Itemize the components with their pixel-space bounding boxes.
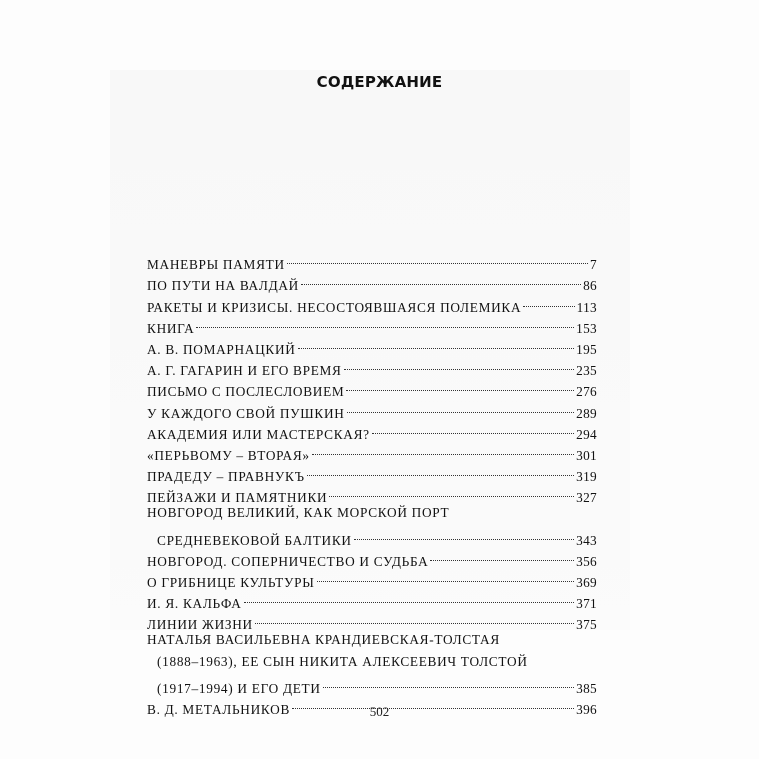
dot-leader bbox=[430, 545, 574, 566]
toc-entry-page: 301 bbox=[576, 447, 597, 463]
toc-entry-title-line: (1917–1994) И ЕГО ДЕТИ bbox=[157, 680, 321, 696]
dot-leader bbox=[372, 418, 574, 439]
toc-entry-page: 385 bbox=[576, 680, 597, 696]
toc-entry-page: 396 bbox=[576, 702, 597, 718]
dot-leader bbox=[346, 375, 574, 396]
toc-entry-page: 294 bbox=[576, 426, 597, 442]
page-title: СОДЕРЖАНИЕ bbox=[316, 73, 443, 91]
dot-leader bbox=[317, 566, 575, 587]
dot-leader bbox=[298, 333, 575, 354]
toc-entry-page: 153 bbox=[576, 320, 597, 336]
toc-entry-page: 343 bbox=[576, 532, 597, 548]
dot-leader bbox=[287, 248, 588, 269]
toc-entry-title: А. Г. ГАГАРИН И ЕГО ВРЕМЯ bbox=[147, 363, 342, 379]
dot-leader bbox=[255, 608, 574, 629]
toc-entry-title: ПЕЙЗАЖИ И ПАМЯТНИКИ bbox=[147, 490, 328, 506]
dot-leader bbox=[354, 523, 574, 544]
table-of-contents bbox=[147, 248, 597, 718]
toc-entry-title: НОВГОРОД. СОПЕРНИЧЕСТВО И СУДЬБА bbox=[147, 553, 429, 569]
toc-entry-title: ЛИНИИ ЖИЗНИ bbox=[147, 617, 253, 633]
toc-entry-title: ПИСЬМО С ПОСЛЕСЛОВИЕМ bbox=[147, 384, 345, 400]
toc-entry-title: «ПЕРЬВОМУ – ВТОРАЯ» bbox=[147, 447, 310, 463]
dot-leader bbox=[301, 269, 581, 290]
toc-entry-title-line: (1888–1963), ЕЕ СЫН НИКИТА АЛЕКСЕЕВИЧ ТОЛСТОЙ bbox=[157, 653, 528, 669]
toc-entry-page: 276 bbox=[576, 384, 597, 400]
toc-entry-page: 327 bbox=[576, 490, 597, 506]
toc-entry-page: 369 bbox=[576, 575, 597, 590]
toc-entry bbox=[147, 333, 597, 357]
toc-entry-page: 289 bbox=[576, 405, 597, 421]
toc-entry bbox=[147, 672, 597, 696]
toc-entry-page: 371 bbox=[576, 596, 597, 612]
toc-entry-page: 319 bbox=[576, 469, 597, 485]
toc-entry-page: 113 bbox=[576, 299, 597, 315]
toc-entry-title-line: СРЕДНЕВЕКОВОЙ БАЛТИКИ bbox=[157, 532, 352, 548]
toc-entry-title: И. Я. КАЛЬФА bbox=[147, 596, 242, 612]
toc-entry-title: ПО ПУТИ НА ВАЛДАЙ bbox=[147, 278, 299, 294]
toc-entry-title: КНИГА bbox=[147, 320, 195, 336]
dot-leader bbox=[244, 587, 575, 608]
toc-entry-title: У КАЖДОГО СВОЙ ПУШКИН bbox=[147, 405, 345, 421]
dot-leader bbox=[329, 481, 574, 502]
dot-leader bbox=[307, 460, 574, 481]
toc-entry bbox=[147, 312, 597, 336]
toc-entry bbox=[147, 523, 597, 548]
toc-entry-page: 7 bbox=[590, 257, 597, 273]
toc-entry-page: 356 bbox=[576, 553, 597, 569]
toc-entry-title: В. Д. МЕТАЛЬНИКОВ bbox=[147, 702, 291, 718]
toc-entry-title-line: НАТАЛЬЯ ВАСИЛЬЕВНА КРАНДИЕВСКАЯ-ТОЛСТАЯ bbox=[147, 632, 500, 648]
dot-leader bbox=[312, 439, 574, 460]
toc-entry-title: О ГРИБНИЦЕ КУЛЬТУРЫ bbox=[147, 575, 315, 590]
dot-leader bbox=[323, 672, 574, 693]
toc-entry-page: 195 bbox=[576, 341, 597, 357]
toc-entry-page: 235 bbox=[576, 363, 597, 379]
toc-entry-title: А. В. ПОМАРНАЦКИЙ bbox=[147, 341, 296, 357]
toc-entry-title-line: НОВГОРОД ВЕЛИКИЙ, КАК МОРСКОЙ ПОРТ bbox=[147, 505, 450, 521]
dot-leader bbox=[523, 290, 574, 311]
toc-entry-title: РАКЕТЫ И КРИЗИСЫ. НЕСОСТОЯВШАЯСЯ ПОЛЕМИКА bbox=[147, 299, 522, 315]
toc-entry-page: 375 bbox=[576, 617, 597, 633]
toc-entry-title: АКАДЕМИЯ ИЛИ МАСТЕРСКАЯ? bbox=[147, 426, 370, 442]
dot-leader bbox=[344, 354, 575, 375]
dot-leader bbox=[196, 312, 574, 333]
toc-entry-page: 86 bbox=[583, 278, 597, 294]
page-number: 502 bbox=[369, 704, 390, 719]
toc-entry-title: МАНЕВРЫ ПАМЯТИ bbox=[147, 257, 285, 273]
dot-leader bbox=[347, 396, 575, 417]
toc-entry bbox=[147, 248, 597, 273]
toc-entry-title: ПРАДЕДУ – ПРАВНУКЪ bbox=[147, 469, 305, 485]
